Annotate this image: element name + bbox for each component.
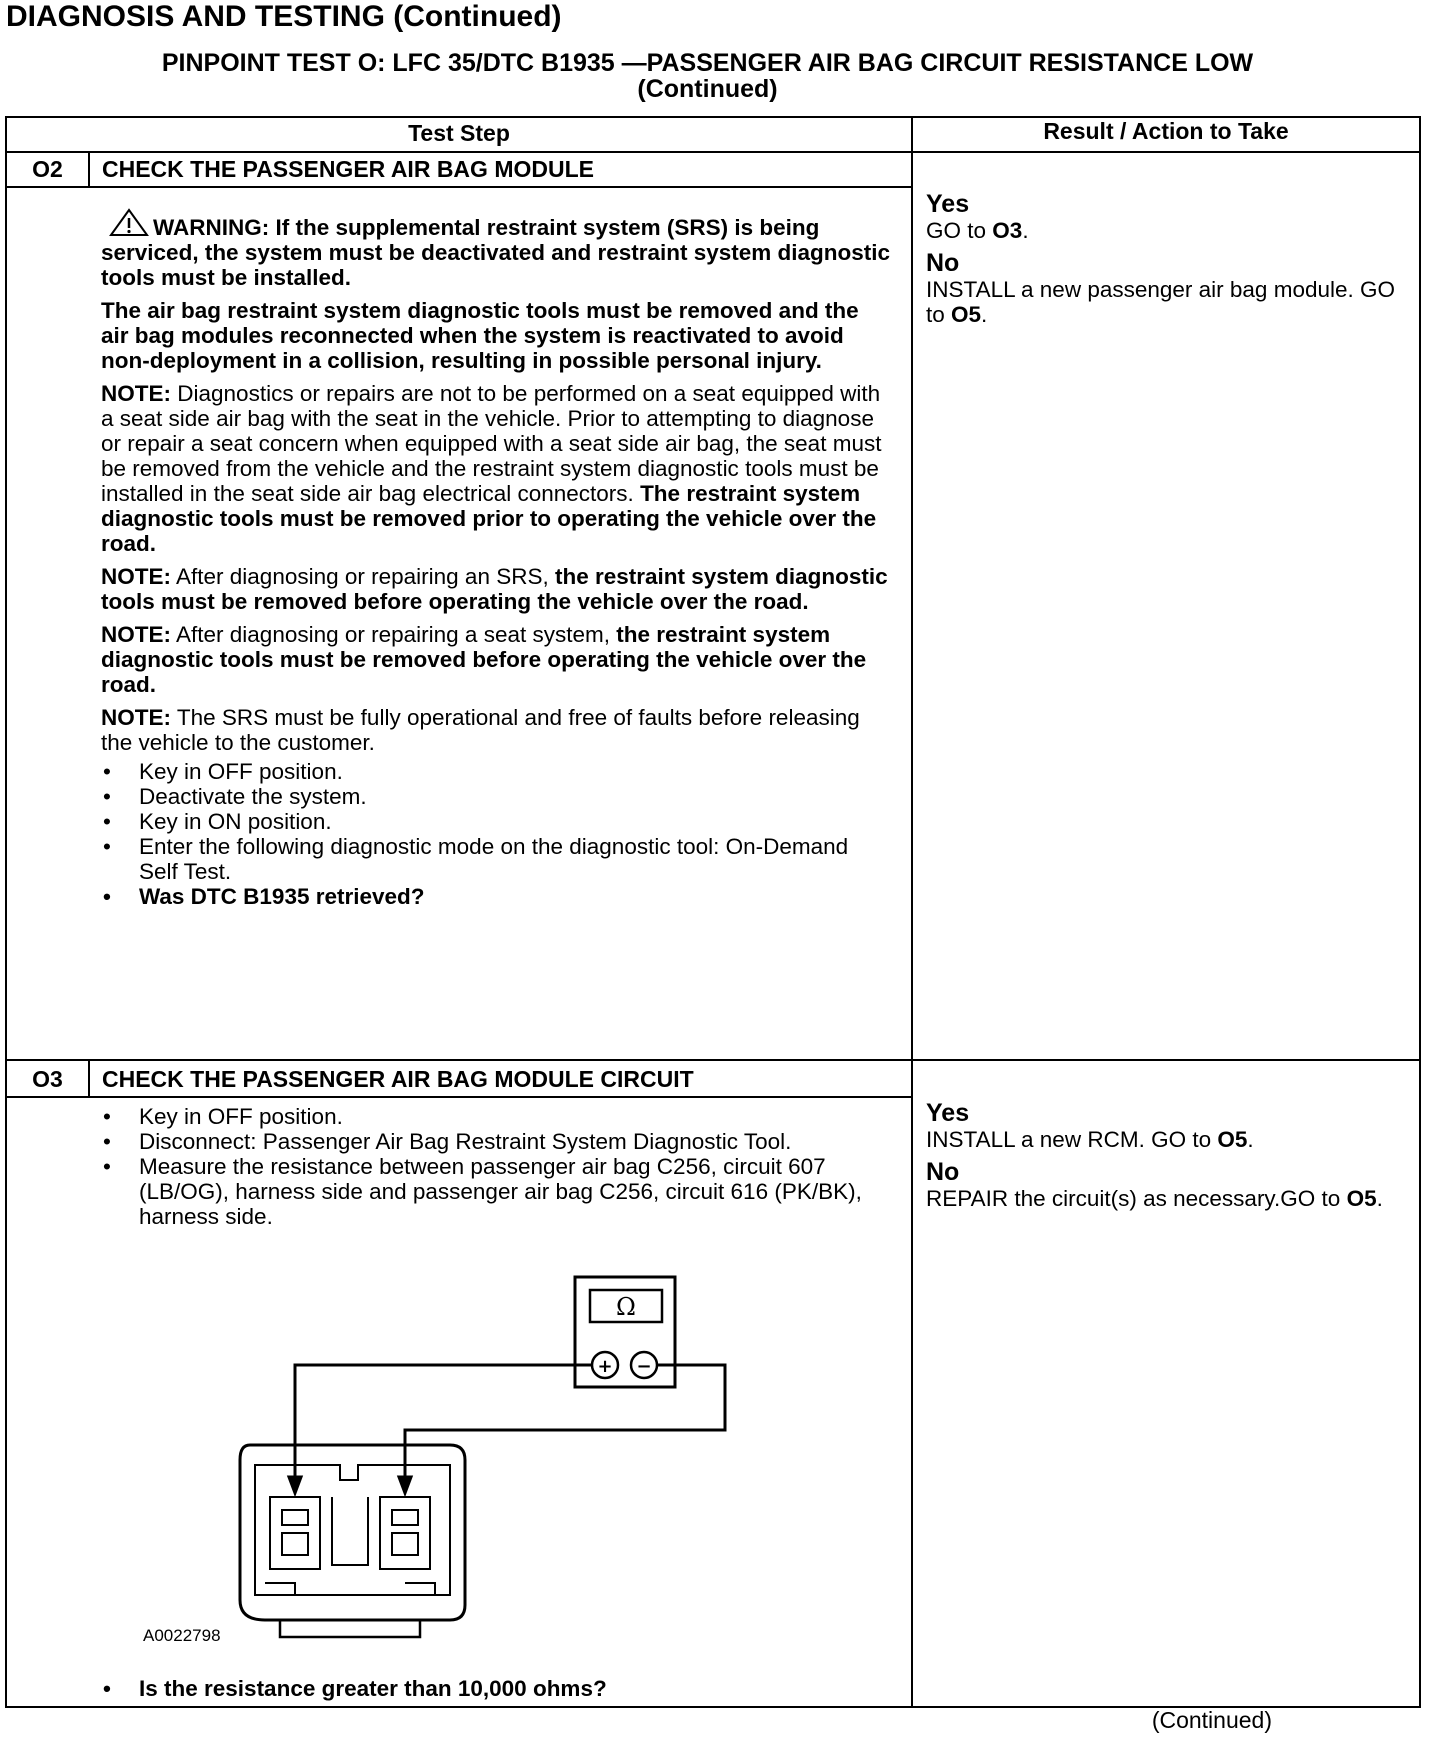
step-o3-question-list bbox=[101, 1676, 891, 1701]
step-o2-result bbox=[926, 190, 1406, 333]
step-o3-question-wrap bbox=[101, 1676, 891, 1701]
column-divider bbox=[911, 116, 913, 1708]
pinpoint-test-title-line1: PINPOINT TEST O: LFC 35/DTC B1935 —PASSENGER AIR BAG CIRCUIT RESISTANCE LOW bbox=[161, 49, 1254, 77]
o2-yes-action: GO to O3. bbox=[926, 218, 1029, 243]
pinpoint-test-title bbox=[0, 50, 1415, 102]
o2-no-text: INSTALL a new passenger air bag module. GO to bbox=[926, 277, 1395, 327]
note-2-text: After diagnosing or repairing an SRS, bbox=[176, 564, 549, 589]
o3-no-action: REPAIR the circuit(s) as necessary.GO to O5. bbox=[926, 1186, 1383, 1211]
o3-no-label: No bbox=[926, 1158, 960, 1186]
terminal-607-detail bbox=[282, 1510, 308, 1555]
o2-no-action: INSTALL a new passenger air bag module. GO to O5. bbox=[926, 277, 1395, 327]
note-1-text: Diagnostics or repairs are not to be performed on a seat equipped with a seat side air bag with the seat in the vehicle. Prior to attempting to diagnose or repair a seat concern when equipped with a seat side air bag, the seat must be removed from the vehicle and the restraint system diagnostic tools must be installed in the seat side air bag electrical connectors. bbox=[101, 381, 882, 506]
note-1-bold: The restraint system diagnostic tools must be removed prior to operating the vehicle over the road. bbox=[101, 481, 877, 556]
o3-no-target: O5 bbox=[1346, 1186, 1377, 1211]
step-o2-body bbox=[101, 208, 891, 909]
o3-yes-action: INSTALL a new RCM. GO to O5. bbox=[926, 1127, 1254, 1152]
note-2-label: NOTE: bbox=[101, 564, 171, 589]
terminal-616-detail bbox=[392, 1510, 418, 1555]
o3-number-divider bbox=[88, 1059, 90, 1098]
note-1-label: NOTE: bbox=[101, 381, 171, 406]
note-4-label: NOTE: bbox=[101, 705, 171, 730]
step-o3-title: CHECK THE PASSENGER AIR BAG MODULE CIRCUIT bbox=[102, 1066, 694, 1092]
step-o2-number: O2 bbox=[32, 156, 63, 182]
note-2-bold: the restraint system diagnostic tools must be removed before operating the vehicle over the road. bbox=[101, 564, 888, 614]
table-left-border bbox=[5, 116, 7, 1708]
minus-symbol: − bbox=[636, 1356, 652, 1377]
connector-lower-ribs bbox=[265, 1583, 435, 1595]
warning-text: WARNING: If the supplemental restraint system (SRS) is being serviced, the system must be deactivated and restraint system diagnostic tools must be installed. bbox=[101, 215, 891, 290]
step-o3-result bbox=[926, 1099, 1406, 1217]
note-2 bbox=[101, 564, 891, 614]
ohm-symbol: Ω bbox=[616, 1293, 636, 1321]
o2-no-target: O5 bbox=[951, 302, 982, 327]
list-item: • Deactivate the system. bbox=[101, 784, 891, 809]
step-o2-bullet-list bbox=[101, 759, 891, 909]
list-item: • Key in OFF position. bbox=[101, 1104, 891, 1129]
negative-probe-tip bbox=[399, 1477, 411, 1493]
pinpoint-test-title-line2: (Continued) bbox=[637, 75, 778, 103]
note-3-text: After diagnosing or repairing a seat system, bbox=[176, 622, 610, 647]
ohmmeter-connector-diagram bbox=[220, 1265, 760, 1655]
list-item: • Key in ON position. bbox=[101, 809, 891, 834]
list-item: • Key in OFF position. bbox=[101, 759, 891, 784]
note-3-label: NOTE: bbox=[101, 622, 171, 647]
header-result-action: Result / Action to Take bbox=[1043, 118, 1289, 144]
list-item: • Disconnect: Passenger Air Bag Restraint System Diagnostic Tool. bbox=[101, 1129, 891, 1154]
step-o2-title: CHECK THE PASSENGER AIR BAG MODULE bbox=[102, 156, 594, 182]
warning-paragraph-2: The air bag restraint system diagnostic tools must be removed and the air bag modules reconnected when the system is reactivated to avoid non-deployment in a collision, resulting in possible personal injury. bbox=[101, 298, 859, 373]
step-o3-body bbox=[101, 1104, 891, 1229]
note-4-text: The SRS must be fully operational and free of faults before releasing the vehicle to the customer. bbox=[101, 705, 860, 755]
step-o2-question: • Was DTC B1935 retrieved? bbox=[101, 884, 891, 909]
note-1 bbox=[101, 381, 891, 556]
table-right-border bbox=[1419, 116, 1421, 1708]
positive-lead bbox=[295, 1365, 592, 1480]
plus-symbol: + bbox=[597, 1356, 613, 1377]
step-o3-bullet-list bbox=[101, 1104, 891, 1229]
connector-inner-shell bbox=[255, 1465, 450, 1595]
o3-title-bottom-border bbox=[5, 1096, 913, 1098]
connector-c256-housing bbox=[240, 1445, 465, 1620]
o2-yes-target: O3 bbox=[992, 218, 1023, 243]
continued-footer: (Continued) bbox=[1151, 1707, 1272, 1733]
note-3-bold: the restraint system diagnostic tools must be removed before operating the vehicle over the road. bbox=[101, 622, 867, 697]
positive-probe-tip bbox=[289, 1477, 301, 1493]
o3-yes-target: O5 bbox=[1217, 1127, 1248, 1152]
page-title: DIAGNOSIS AND TESTING (Continued) bbox=[6, 0, 562, 33]
o3-no-text: REPAIR the circuit(s) as necessary.GO to bbox=[926, 1186, 1341, 1211]
note-4 bbox=[101, 705, 891, 755]
header-test-step: Test Step bbox=[408, 120, 510, 146]
o2-number-divider bbox=[88, 151, 90, 188]
o3-yes-text: INSTALL a new RCM. GO to bbox=[926, 1127, 1212, 1152]
warning-triangle-icon bbox=[109, 208, 149, 238]
connector-center-key bbox=[332, 1497, 368, 1565]
header-bottom-border bbox=[5, 151, 1421, 153]
step-o3-number: O3 bbox=[32, 1066, 63, 1092]
warning-paragraph bbox=[101, 208, 891, 290]
connector-latch bbox=[280, 1620, 420, 1637]
o2-yes-text: GO to bbox=[926, 218, 987, 243]
o3-yes-label: Yes bbox=[926, 1099, 970, 1127]
step-o3-question: • Is the resistance greater than 10,000 ohms? bbox=[101, 1676, 891, 1701]
o2-title-bottom-border bbox=[5, 186, 913, 188]
list-item: • Measure the resistance between passenger air bag C256, circuit 607 (LB/OG), harness side and passenger air bag C256, circuit 616 (PK/BK), harness side. bbox=[101, 1154, 891, 1229]
list-item: • Enter the following diagnostic mode on the diagnostic tool: On-Demand Self Test. bbox=[101, 834, 891, 884]
o2-no-label: No bbox=[926, 249, 960, 277]
negative-lead bbox=[405, 1365, 725, 1480]
o3-top-border bbox=[5, 1059, 1421, 1061]
note-3 bbox=[101, 622, 891, 697]
o2-yes-label: Yes bbox=[926, 190, 970, 218]
figure-id: A0022798 bbox=[143, 1626, 221, 1645]
